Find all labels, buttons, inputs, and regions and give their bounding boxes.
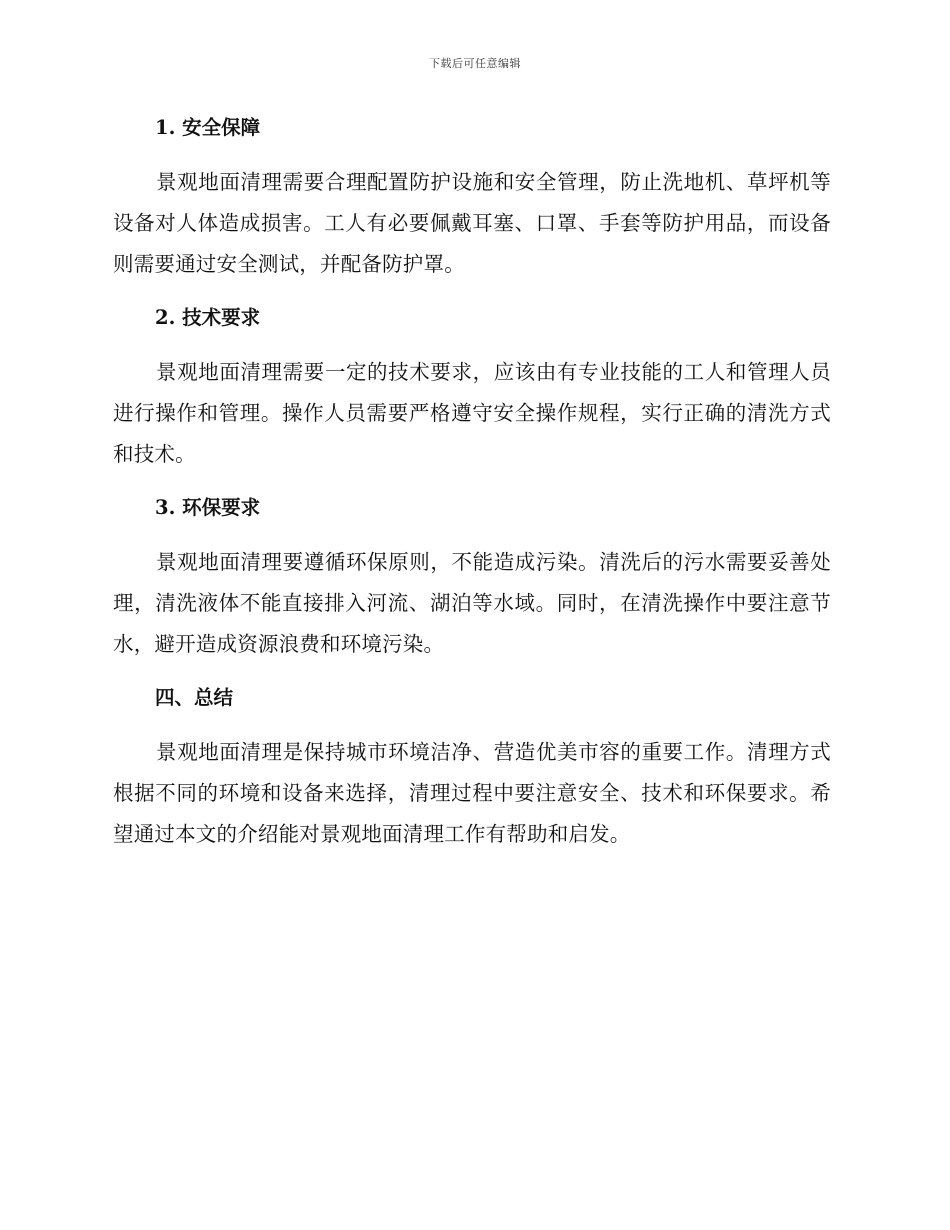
section-heading: 四、总结 [155,686,234,709]
header-note: 下载后可任意编辑 [429,57,521,70]
section-paragraph: 景观地面清理需要一定的技术要求，应该由有专业技能的工人和管理人员进行操作和管理。操作人员需要严格遵守安全操作规程，实行正确的清洗方式和技术。 [113,360,831,466]
section-heading: 1. 安全保障 [155,116,261,139]
section-heading: 3. 环保要求 [155,496,261,519]
section-environment [113,488,831,665]
document-body [113,108,831,868]
section-paragraph: 景观地面清理要遵循环保原则，不能造成污染。清洗后的污水需要妥善处理，清洗液体不能直接排入河流、湖泊等水域。同时，在清洗操作中要注意节水，避开造成资源浪费和环境污染。 [113,550,831,656]
section-heading: 2. 技术要求 [155,306,261,329]
section-technical [113,298,831,475]
section-summary [113,678,831,855]
section-paragraph: 景观地面清理需要合理配置防护设施和安全管理，防止洗地机、草坪机等设备对人体造成损害。工人有必要佩戴耳塞、口罩、手套等防护用品，而设备则需要通过安全测试，并配备防护罩。 [113,170,831,276]
section-safety [113,108,831,285]
section-paragraph: 景观地面清理是保持城市环境洁净、营造优美市容的重要工作。清理方式根据不同的环境和设备来选择，清理过程中要注意安全、技术和环保要求。希望通过本文的介绍能对景观地面清理工作有帮助和启发。 [113,740,831,846]
